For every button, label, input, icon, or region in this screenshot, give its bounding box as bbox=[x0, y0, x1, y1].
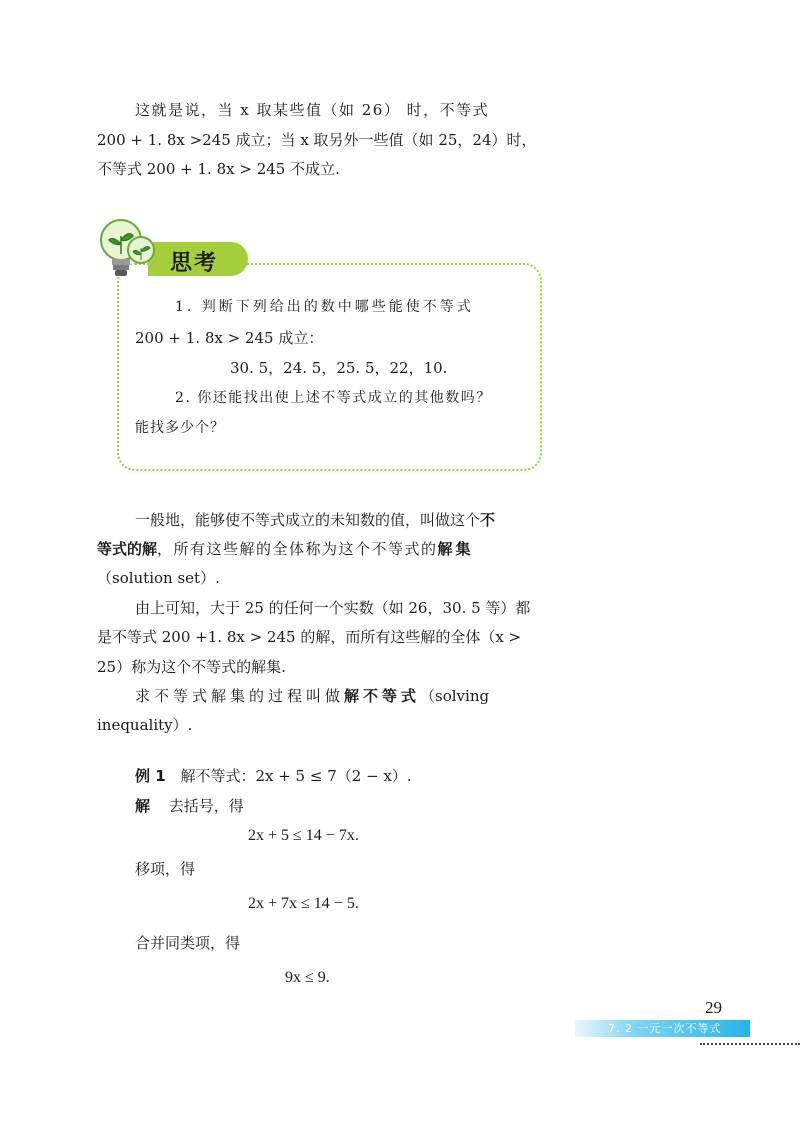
definition-p2-line-2: 是不等式 200 +1. 8x > 245 的解，而所有这些解的全体（x > bbox=[97, 628, 522, 646]
think-q1-line-2: 200 + 1. 8x > 245 成立： bbox=[135, 329, 324, 347]
example-step-2-text: 移项，得 bbox=[135, 860, 196, 878]
footer-divider bbox=[700, 1043, 800, 1045]
term-inequality-solution-start: 不 bbox=[480, 511, 496, 529]
think-q1-line-1: 1. 判断下列给出的数中哪些能使不等式 bbox=[175, 299, 474, 315]
example-label: 例 1 bbox=[135, 767, 166, 785]
example-problem-text: 解不等式：2x + 5 ≤ 7（2 − x）. bbox=[180, 767, 412, 785]
example-step-3-text: 合并同类项，得 bbox=[135, 934, 241, 952]
page-number: 29 bbox=[705, 998, 722, 1017]
definition-text: ，所有这些解的全体称为这个不等式的 bbox=[157, 540, 438, 558]
definition-p1-line-2 bbox=[97, 538, 474, 560]
think-q2-line-2: 能找多少个？ bbox=[135, 420, 225, 436]
definition-p3-line-2: inequality）. bbox=[97, 716, 193, 734]
step-text: 去括号，得 bbox=[168, 797, 244, 815]
definition-p2-line-3: 25）称为这个不等式的解集. bbox=[97, 658, 286, 676]
think-label: 思考 bbox=[170, 251, 219, 276]
definition-text: 求不等式解集的过程叫做 bbox=[135, 687, 345, 705]
solution-label: 解 bbox=[135, 797, 151, 815]
term-solution-set: 解集 bbox=[437, 540, 474, 558]
example-equation-1: 2x + 5 ≤ 14 − 7x. bbox=[248, 827, 359, 844]
intro-line-3: 不等式 200 + 1. 8x > 245 不成立. bbox=[97, 160, 340, 178]
definition-p2-line-1: 由上可知，大于 25 的任何一个实数（如 26，30. 5 等）都 bbox=[135, 599, 531, 617]
definition-p1-line-1 bbox=[135, 509, 495, 531]
term-solving-inequality: 解不等式 bbox=[344, 687, 421, 705]
intro-line-2: 200 + 1. 8x >245 成立；当 x 取另外一些值（如 25，24）时， bbox=[97, 131, 537, 149]
definition-text: （solving bbox=[420, 687, 490, 705]
lightbulb-icon bbox=[95, 214, 159, 282]
example-solution-step-1 bbox=[135, 795, 244, 817]
example-equation-3: 9x ≤ 9. bbox=[285, 969, 330, 986]
example-equation-2: 2x + 7x ≤ 14 − 5. bbox=[248, 895, 359, 912]
definition-text: 一般地，能够使不等式成立的未知数的值，叫做这个 bbox=[135, 511, 481, 529]
term-inequality-solution: 等式的解 bbox=[97, 540, 158, 558]
think-q1-values: 30. 5，24. 5，25. 5，22，10. bbox=[230, 359, 448, 377]
section-label: 7. 2 一元一次不等式 bbox=[608, 1022, 722, 1035]
definition-p1-line-3: （solution set）. bbox=[97, 569, 220, 587]
definition-p3-line-1 bbox=[135, 685, 489, 707]
think-q2-line-1: 2. 你还能找出使上述不等式成立的其他数吗？ bbox=[175, 390, 492, 406]
example-1-problem bbox=[135, 765, 412, 787]
intro-line-1: 这就是说，当 x 取某些值（如 26） 时，不等式 bbox=[135, 101, 490, 119]
